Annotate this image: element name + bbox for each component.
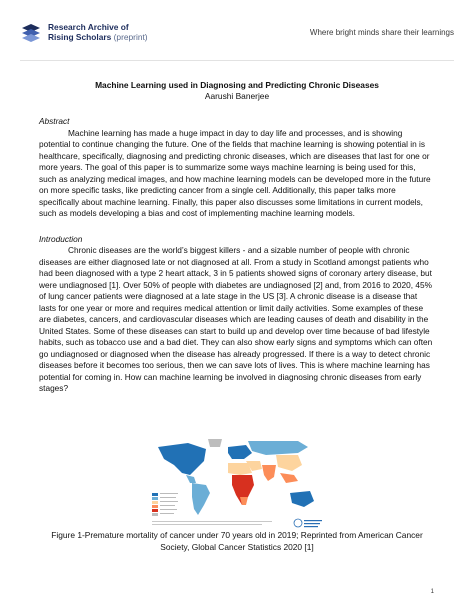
legend-swatch-3 — [152, 501, 158, 504]
brand-name[interactable] — [48, 22, 148, 42]
legend-swatch-1 — [152, 493, 158, 496]
paper-title: Machine Learning used in Diagnosing and Predicting Chronic Diseases — [95, 80, 379, 90]
brand-line2-strong: Rising Scholars — [48, 32, 112, 42]
brand-line1: Research Archive of — [48, 22, 129, 32]
introduction-text: Chronic diseases are the world’s biggest killers - and a sizable number of people with chronic diseases are either diagnosed late or not diagnosed at all. From a study in Scotland amongst patients who had been diagnosed with a type 2 heart attack, 3 in 5 patients showed signs of coronary artery disease, but were undiagnosed [1]. Over 50% of people with diabetes are undiagnosed [2] and, from 2016 to 2020, 45% of lung cancer patients were diagnosed at a late stage in the US [3]. A chronic disease is a disease that lasts for one year or more and requires medical attention or limit daily activities. Some examples of these are diabetes, cancers, and cardiovascular diseases which are leading causes of death and disability in the United States. Some of these diseases can start to build up and develop over time because of bad lifestyle habits, such as tobacco use and a bad diet. They can also show early signs and symptoms which can often go undiagnosed or diagnosed when the disease has already progressed. If there is a way to detect chronic diseases before it becomes too serious, then we can save lots of lives. This is where machine learning has potential for coming in. How can machine learning be involved in diagnosing chronic diseases from early stages? — [39, 245, 433, 393]
legend-swatch-4 — [152, 505, 158, 508]
stacked-chevrons-icon[interactable] — [20, 22, 42, 44]
figure-caption: Figure 1-Premature mortality of cancer under 70 years old in 2019; Reprinted from American Cancer Society, Global Cancer Statistics 2020 [1] — [51, 530, 423, 552]
brand-line2 — [48, 32, 148, 42]
header-divider — [20, 60, 454, 61]
legend-text-placeholder — [160, 493, 178, 494]
page-number: 1 — [430, 589, 434, 595]
paper-author: Aarushi Banerjee — [204, 91, 270, 101]
paper-body — [39, 80, 435, 395]
header-tagline: Where bright minds share their learnings — [309, 28, 454, 37]
map-footnote — [152, 521, 272, 522]
map-region-greenland — [208, 439, 222, 447]
legend-swatch-2 — [152, 497, 158, 500]
brand-line2-light: (preprint) — [111, 32, 148, 42]
map-region-north-africa — [228, 463, 252, 475]
world-map-figure — [148, 435, 328, 530]
legend-swatch-6 — [152, 513, 158, 516]
abstract-text: Machine learning has made a huge impact in day to day life and processes, and is showing potential to continue changing the future. One of the fields that machine learning is showing potential in is healthcare, specifically, diagnosing and predicting chronic diseases, which are diseases that last for one or more years. The goal of this paper is to summarize some ways machine learning is being used for this, such as analyzing medical images, and how machine learning models can be developed more in the future on more specific tasks, like predicting cancer from a single cell. Additionally, this paper talks more specifically about machine learning. Finally, this paper also discusses some limitations in current models, such as models developing a bias and cost of implementing machine learning models. — [39, 127, 431, 218]
site-header — [0, 0, 474, 64]
introduction-heading: Introduction — [39, 233, 83, 244]
abstract-heading: Abstract — [39, 116, 70, 126]
legend-swatch-5 — [152, 509, 158, 512]
